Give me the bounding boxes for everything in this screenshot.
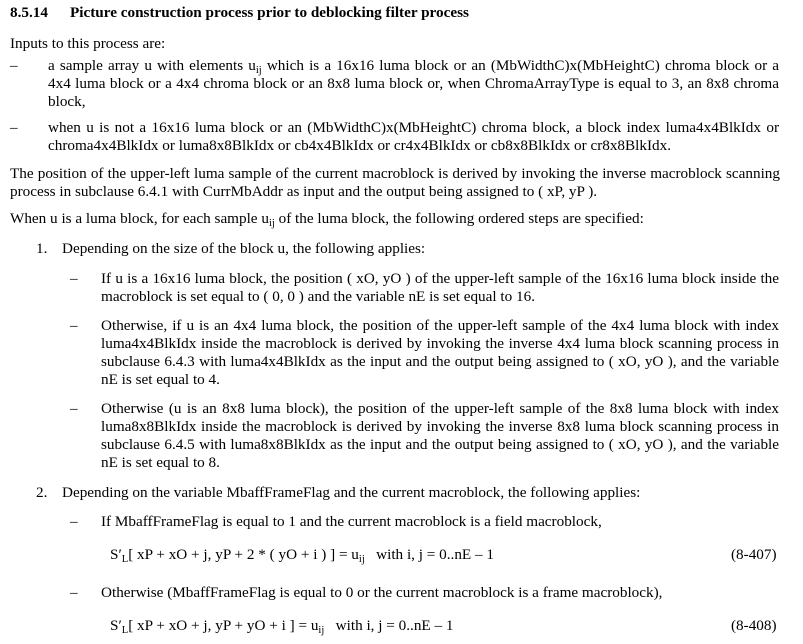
subscript: L bbox=[121, 554, 129, 565]
position-paragraph: The position of the upper-left luma sample of the current macroblock is derived by invoking the inverse macroblock scanning process in subclause 6.4.1 with CurrMbAddr as input and the output being assigned to ( xP, yP ). bbox=[10, 165, 780, 200]
bullet-dash: – bbox=[70, 317, 78, 334]
bullet-dash: – bbox=[70, 270, 78, 287]
bullet-dash: – bbox=[10, 119, 18, 136]
step-item: Otherwise (MbaffFrameFlag is equal to 0 or the current macroblock is a frame macroblock), bbox=[101, 584, 663, 601]
equation-range: with i, j = 0..nE – 1 bbox=[324, 617, 454, 634]
subscript: ij bbox=[268, 218, 275, 229]
step-text: Depending on the variable MbaffFrameFlag and the current macroblock, the following applies: bbox=[62, 484, 641, 501]
luma-paragraph-text: When u is a luma block, for each sample u bbox=[10, 210, 269, 227]
equation-symbol: S′ bbox=[110, 617, 122, 634]
input-item-block-index: when u is not a 16x16 luma block or an (MbWidthC)x(MbHeightC) chroma block, a block index luma4x4BlkIdx or chroma4x4BlkIdx or luma8x8BlkIdx or cb4x4BlkIdx or cr4x4BlkIdx or cb8x8BlkIdx or cr8x8BlkIdx. bbox=[48, 119, 779, 154]
bullet-dash: – bbox=[70, 400, 78, 417]
equation-body: [ xP + xO + j, yP + yO + i ] = u bbox=[128, 617, 319, 634]
step-item: If u is a 16x16 luma block, the position ( xO, yO ) of the upper-left sample of the 16x16 luma block inside the macroblock is set equal to ( 0, 0 ) and the variable nE is set equal to 16. bbox=[101, 270, 779, 305]
subscript: L bbox=[121, 625, 129, 636]
bullet-dash: – bbox=[70, 584, 78, 601]
input-item-sample-array bbox=[48, 57, 779, 111]
luma-paragraph-text: of the luma block, the following ordered steps are specified: bbox=[274, 210, 644, 227]
equation bbox=[110, 546, 494, 564]
equation-number: (8-408) bbox=[731, 617, 777, 634]
input-item-text: a sample array u with elements u bbox=[48, 57, 256, 74]
subscript: ij bbox=[358, 554, 365, 565]
input-item-text: which is a 16x16 luma block or an (MbWidthC)x(MbHeightC) chroma block or a 4x4 luma block or a 4x4 chroma block or an 8x8 luma block or, when ChromaArrayType is equal to 3, an 8x8 chroma block, bbox=[48, 57, 779, 110]
inputs-intro: Inputs to this process are: bbox=[10, 35, 166, 52]
equation-body: [ xP + xO + j, yP + 2 * ( yO + i ) ] = u bbox=[128, 546, 359, 563]
section-heading bbox=[10, 4, 469, 22]
equation bbox=[110, 617, 454, 635]
section-number: 8.5.14 bbox=[10, 4, 48, 21]
step-text: Depending on the size of the block u, the following applies: bbox=[62, 240, 426, 257]
equation-number: (8-407) bbox=[731, 546, 777, 563]
bullet-dash: – bbox=[10, 57, 18, 74]
equation-symbol: S′ bbox=[110, 546, 122, 563]
step-item: If MbaffFrameFlag is equal to 1 and the current macroblock is a field macroblock, bbox=[101, 513, 602, 530]
luma-paragraph bbox=[10, 210, 780, 228]
step-number: 1. bbox=[36, 240, 48, 257]
bullet-dash: – bbox=[70, 513, 78, 530]
subscript: ij bbox=[255, 65, 262, 76]
subscript: ij bbox=[318, 625, 325, 636]
step-number: 2. bbox=[36, 484, 48, 501]
step-item: Otherwise, if u is an 4x4 luma block, the position of the upper-left sample of the 4x4 luma block with index luma4x4BlkIdx inside the macroblock is derived by invoking the inverse 4x4 luma block scanning process in subclause 6.4.3 with luma4x4BlkIdx as the input and the output being assigned to ( xO, yO ), and the variable nE is set equal to 4. bbox=[101, 317, 779, 388]
step-item: Otherwise (u is an 8x8 luma block), the position of the upper-left sample of the 8x8 luma block with index luma8x8BlkIdx inside the macroblock is derived by invoking the inverse 8x8 luma block scanning process in subclause 6.4.5 with luma8x8BlkIdx as the input and the output being assigned to ( xO, yO ), and the variable nE is set equal to 8. bbox=[101, 400, 779, 471]
equation-range: with i, j = 0..nE – 1 bbox=[364, 546, 494, 563]
section-title: Picture construction process prior to deblocking filter process bbox=[70, 4, 469, 21]
